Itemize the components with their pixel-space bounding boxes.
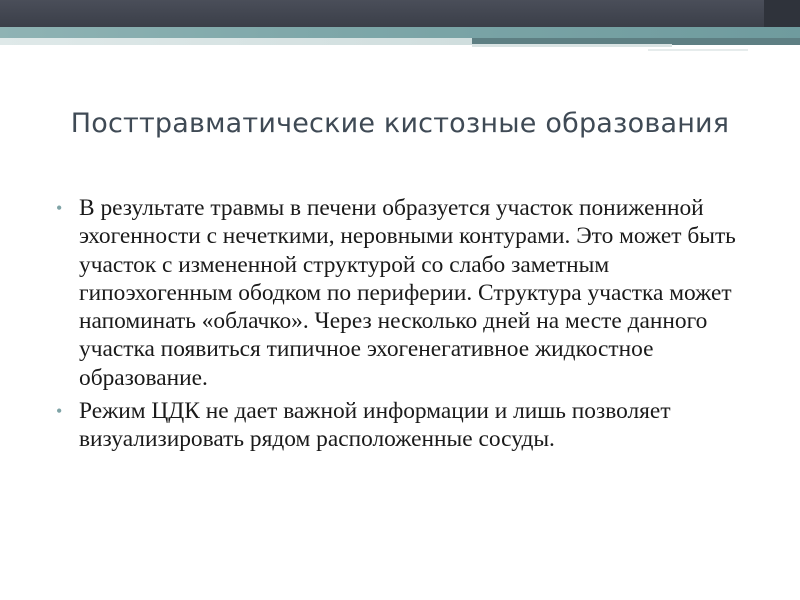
header-accent-dark (764, 0, 800, 27)
header-band-teal (0, 27, 800, 38)
bullet-list (56, 194, 736, 459)
header-band-light (0, 38, 472, 45)
bullet-item (56, 397, 736, 454)
header-accent-line (472, 44, 672, 47)
bullet-text: В результате травмы в печени образуется участок пониженной эхогенности с нечеткими, неровными контурами. Это может быть участок с измененной структурой со слабо заметным гипоэхогенным ободком по периферии. Структура участка может напоминать «облачко». Через несколько дней на месте данного участка появиться типичное эхогенегативное жидкостное образование. (79, 195, 736, 391)
bullet-icon: • (56, 198, 63, 218)
bullet-icon: • (56, 401, 63, 422)
bullet-text: Режим ЦДК не дает важной информации и лишь позволяет визуализировать рядом расположенные сосуды. (79, 398, 671, 453)
header-band-dark (0, 0, 800, 27)
bullet-item (56, 194, 736, 392)
slide-title: Посттравматические кистозные образования (70, 108, 730, 139)
header-accent-line-short (648, 49, 748, 51)
